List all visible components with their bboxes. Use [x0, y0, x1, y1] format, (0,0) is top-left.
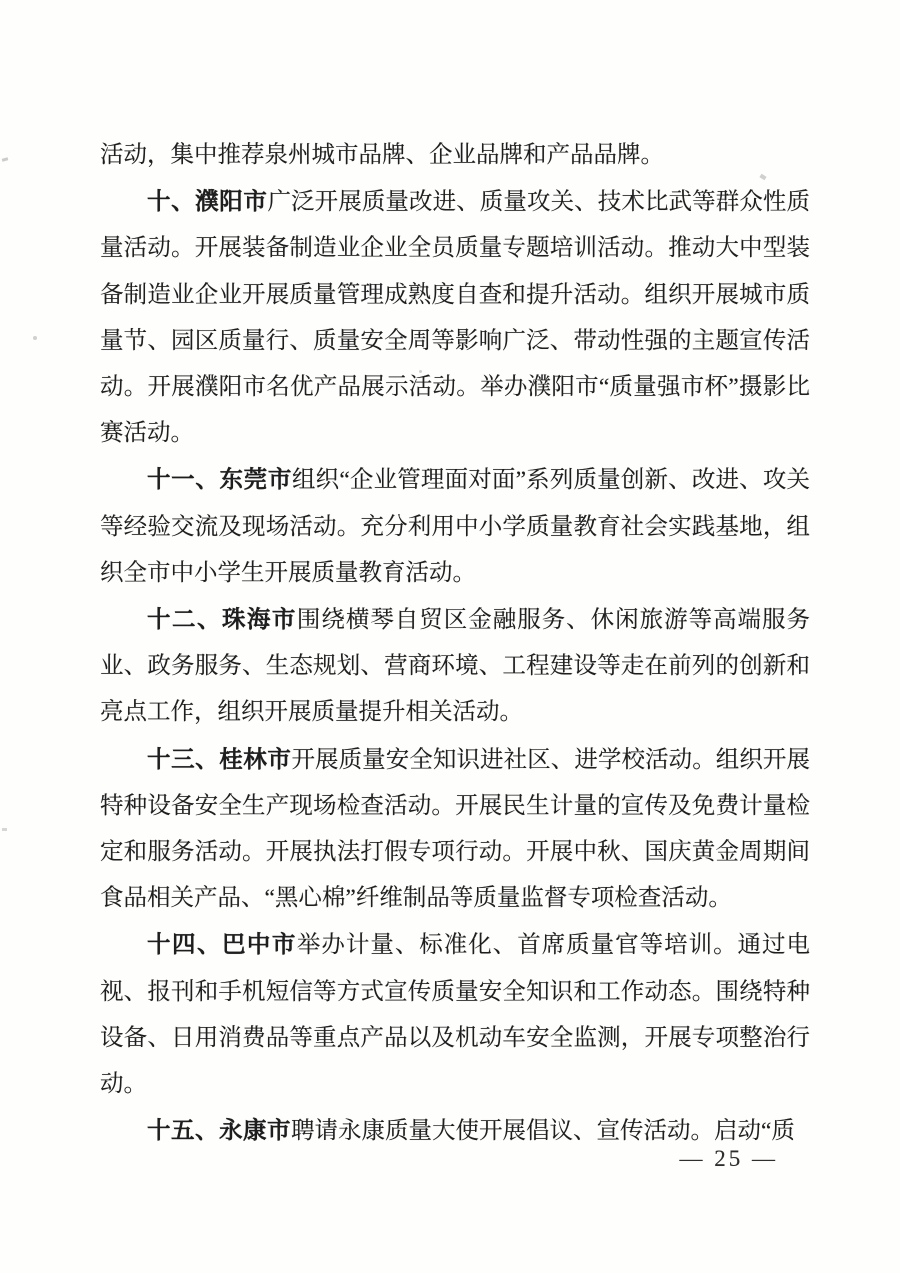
- page-number: — 25 —: [679, 1146, 778, 1171]
- scan-speck: [2, 828, 7, 831]
- paragraph: [100, 736, 810, 922]
- paragraph: [100, 921, 810, 1107]
- document-body: [100, 132, 810, 1154]
- paragraph-lead: 十三、桂林市: [147, 745, 292, 772]
- paragraph-lead: 十、濮阳市: [147, 188, 268, 215]
- paragraph-text: 活动，集中推荐泉州城市品牌、企业品牌和产品品牌。: [100, 142, 664, 168]
- scan-speck: [33, 336, 37, 340]
- paragraph: [100, 178, 810, 456]
- paragraph: [100, 456, 810, 596]
- paragraph-text: 组织“企业管理面对面”系列质量创新、改进、攻关等经验交流及现场活动。充分利用中小学质量教育社会实践基地，组织全市中小学生开展质量教育活动。: [100, 467, 810, 586]
- paragraph: [100, 132, 810, 178]
- paragraph-text: 开展质量安全知识进社区、进学校活动。组织开展特种设备安全生产现场检查活动。开展民生计量的宣传及免费计量检定和服务活动。开展执法打假专项行动。开展中秋、国庆黄金周期间食品相关产品、“黑心棉”纤维制品等质量监督专项检查活动。: [100, 746, 811, 912]
- paragraph-text: 围绕横琴自贸区金融服务、休闲旅游等高端服务业、政务服务、生态规划、营商环境、工程建设等走在前列的创新和亮点工作，组织开展质量提升相关活动。: [100, 607, 811, 726]
- paragraph: [100, 596, 810, 736]
- paragraph-lead: 十一、东莞市: [147, 466, 292, 493]
- paragraph-lead: 十五、永康市: [147, 1117, 291, 1144]
- paragraph-text: 举办计量、标准化、首席质量官等培训。通过电视、报刊和手机短信等方式宣传质量安全知识和工作动态。围绕特种设备、日用消费品等重点产品以及机动车安全监测，开展专项整治行动。: [100, 932, 811, 1098]
- scan-speck: [419, 370, 422, 373]
- paragraph-text: 聘请永康质量大使开展倡议、宣传活动。启动“质: [291, 1118, 795, 1145]
- paragraph-lead: 十二、珠海市: [147, 606, 297, 633]
- paragraph-lead: 十四、巴中市: [147, 931, 297, 958]
- paragraph-text: 广泛开展质量改进、质量攻关、技术比武等群众性质量活动。开展装备制造业企业全员质量专题培训活动。推动大中型装备制造业企业开展质量管理成熟度自查和提升活动。组织开展城市质量节、园区质量行、质量安全周等影响广泛、带动性强的主题宣传活动。开展濮阳市名优产品展示活动。举办濮阳市“质量强市杯”摄影比赛活动。: [100, 189, 811, 447]
- scan-speck: [2, 157, 9, 161]
